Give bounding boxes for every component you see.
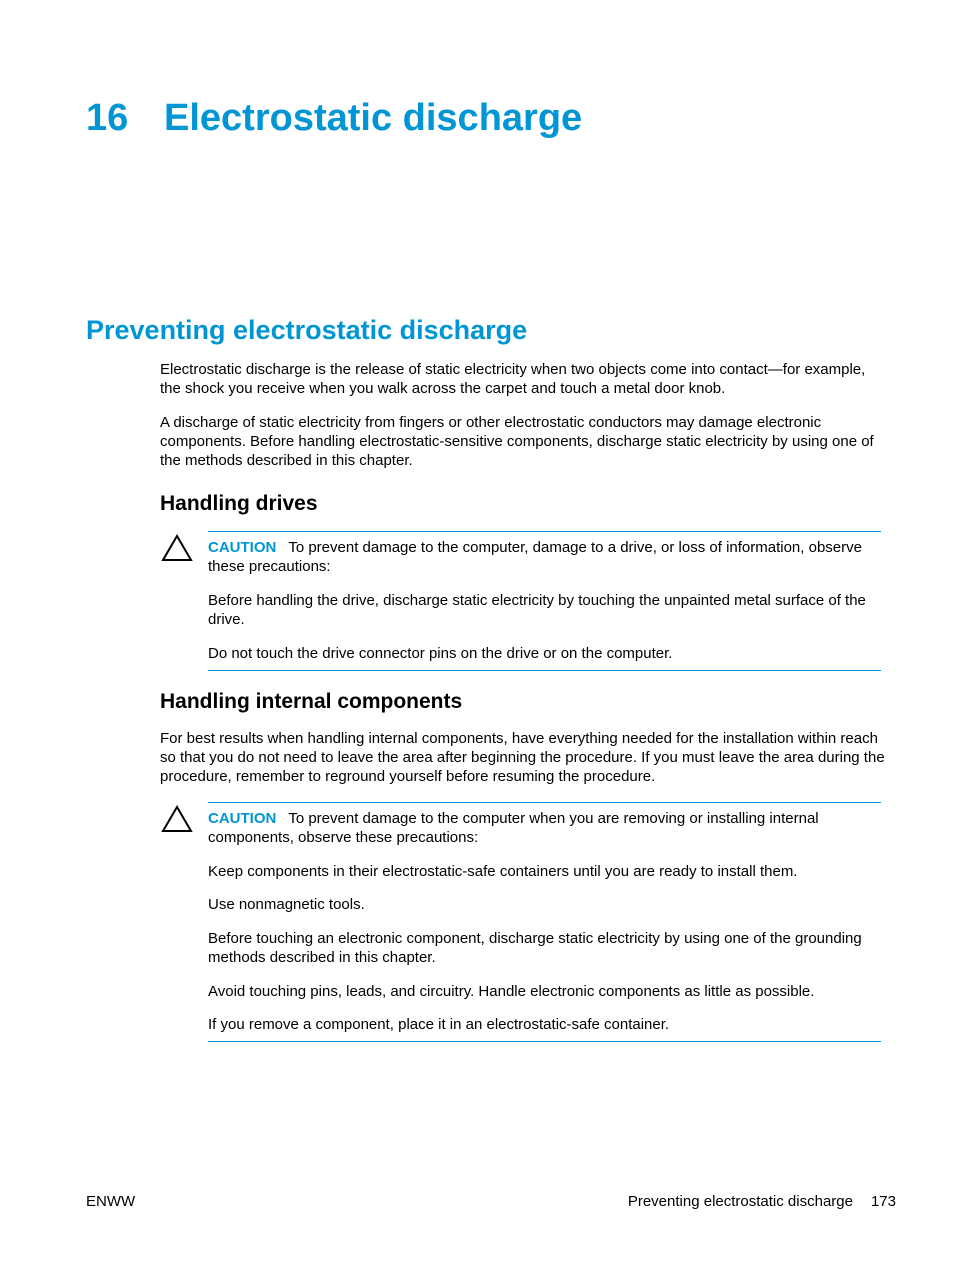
caution-box-internal bbox=[208, 802, 881, 1042]
internal-paragraph: For best results when handling internal components, have everything needed for the installation within reach so that you do not need to leave the area after beginning the procedure. If you must leave the area during the procedure, remember to reground yourself before resuming the procedure. bbox=[160, 730, 885, 785]
footer-right bbox=[628, 1192, 896, 1211]
caution-label: CAUTION bbox=[208, 810, 277, 827]
caution-item: Before touching an electronic component, discharge static electricity by using one of the grounding methods described in this chapter. bbox=[208, 930, 862, 966]
subsection-title-internal: Handling internal components bbox=[160, 690, 463, 713]
section-title: Preventing electrostatic discharge bbox=[86, 315, 528, 345]
caution-item: Avoid touching pins, leads, and circuitry. Handle electronic components as little as possible. bbox=[208, 983, 815, 1000]
chapter-title bbox=[86, 93, 582, 143]
caution-item: If you remove a component, place it in an electrostatic-safe container. bbox=[208, 1016, 670, 1033]
chapter-number: 16 bbox=[86, 97, 129, 139]
caution-text: CAUTION To prevent damage to the computer when you are removing or installing internal components, observe these precautions: bbox=[208, 810, 819, 846]
caution-box-drives bbox=[208, 531, 881, 671]
caution-text: CAUTION To prevent damage to the computer, damage to a drive, or loss of information, observe these precautions: bbox=[208, 539, 862, 575]
footer-section-name: Preventing electrostatic discharge bbox=[627, 1193, 853, 1210]
subsection-title-drives: Handling drives bbox=[160, 492, 318, 515]
caution-item: Use nonmagnetic tools. bbox=[208, 896, 365, 913]
warning-triangle-icon bbox=[161, 805, 193, 833]
footer-left-label: ENWW bbox=[86, 1193, 136, 1210]
section-paragraph-2: A discharge of static electricity from fingers or other electrostatic conductors may damage electronic components. Before handling electrostatic-sensitive components, discharge static electricity by using one of the methods described in this chapter. bbox=[160, 414, 874, 469]
caution-item: Keep components in their electrostatic-safe containers until you are ready to install them. bbox=[208, 863, 798, 880]
warning-triangle-icon bbox=[161, 534, 193, 562]
caution-item: Do not touch the drive connector pins on the drive or on the computer. bbox=[208, 645, 673, 662]
chapter-title-text: Electrostatic discharge bbox=[164, 97, 583, 139]
caution-label: CAUTION bbox=[208, 539, 277, 556]
section-paragraph-1: Electrostatic discharge is the release of static electricity when two objects come into contact—for example, the shock you receive when you walk across the carpet and touch a metal door knob. bbox=[160, 361, 866, 397]
caution-item: Before handling the drive, discharge static electricity by touching the unpainted metal surface of the drive. bbox=[208, 592, 866, 628]
page-number: 173 bbox=[870, 1193, 896, 1210]
